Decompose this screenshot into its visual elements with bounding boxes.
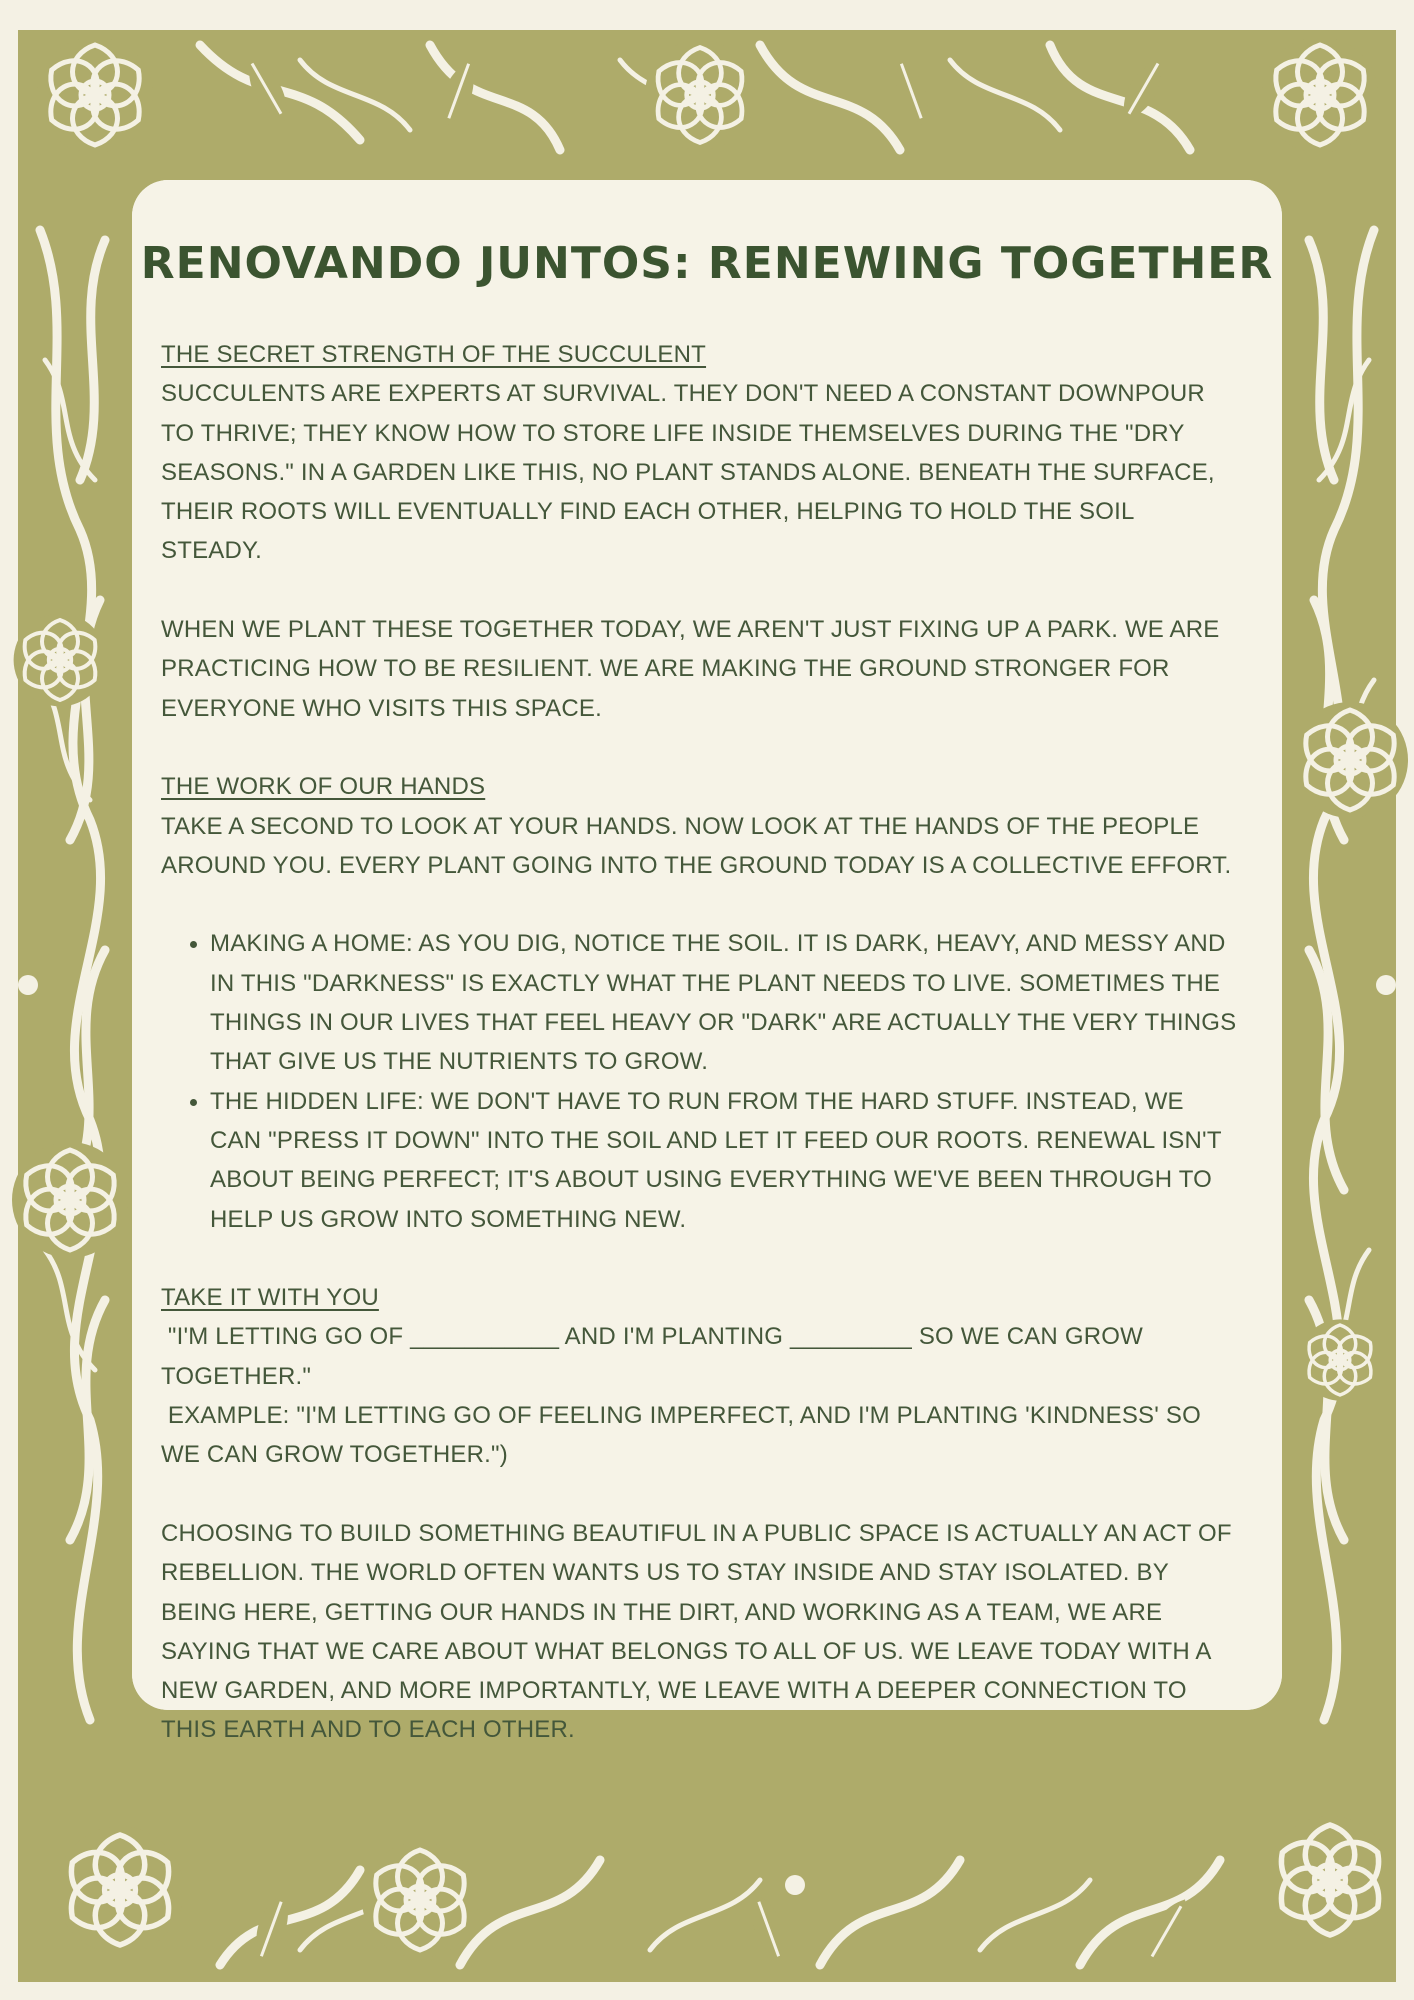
- document-body: [161, 335, 1241, 1750]
- section-heading-hands: THE WORK OF OUR HANDS: [161, 773, 486, 801]
- section-heading-succulent: THE SECRET STRENGTH OF THE SUCCULENT: [161, 341, 707, 368]
- page-title: RENOVANDO JUNTOS: RENEWING TOGETHER: [140, 238, 1274, 289]
- list-item: • MAKING A HOME: AS YOU DIG, NOTICE THE SOIL. IT IS DARK, HEAVY, AND MESSY AND IN THIS "DARKNESS" IS EXACTLY WHAT THE PLANT NEEDS TO LIVE. SOMETIMES THE THINGS IN OUR LIVES THAT FEEL HEAVY OR "DARK" ARE ACTUALLY THE VERY THINGS THAT GIVE US THE NUTRIENTS TO GROW.: [210, 924, 1241, 1081]
- example-text: EXAMPLE: "I'M LETTING GO OF FEELING IMPERFECT, AND I'M PLANTING 'KINDNESS' SO WE CAN GROW TOGETHER."): [161, 1402, 1208, 1469]
- paragraph: SUCCULENTS ARE EXPERTS AT SURVIVAL. THEY DON'T NEED A CONSTANT DOWNPOUR TO THRIVE; THEY KNOW HOW TO STORE LIFE INSIDE THEMSELVES DURING THE "DRY SEASONS." IN A GARDEN LIKE THIS, NO PLANT STANDS ALONE. BENEATH THE SURFACE, THEIR ROOTS WILL EVENTUALLY FIND EACH OTHER, HELPING TO HOLD THE SOIL STEADY.: [161, 380, 1215, 565]
- closing-paragraph: CHOOSING TO BUILD SOMETHING BEAUTIFUL IN A PUBLIC SPACE IS ACTUALLY AN ACT OF REBELLION. THE WORLD OFTEN WANTS US TO STAY INSIDE AND STAY ISOLATED. BY BEING HERE, GETTING OUR HANDS IN THE DIRT, AND WORKING AS A TEAM, WE ARE SAYING THAT WE CARE ABOUT WHAT BELONGS TO ALL OF US. WE LEAVE TODAY WITH A NEW GARDEN, AND MORE IMPORTANTLY, WE LEAVE WITH A DEEPER CONNECTION TO THIS EARTH AND TO EACH OTHER.: [161, 1519, 1232, 1744]
- section-heading-take-it: TAKE IT WITH YOU: [161, 1284, 379, 1312]
- list-item: • THE HIDDEN LIFE: WE DON'T HAVE TO RUN FROM THE HARD STUFF. INSTEAD, WE CAN "PRESS IT DOWN" INTO THE SOIL AND LET IT FEED OUR ROOTS. RENEWAL ISN'T ABOUT BEING PERFECT; IT'S ABOUT USING EVERYTHING WE'VE BEEN THROUGH TO HELP US GROW INTO SOMETHING NEW.: [210, 1082, 1241, 1239]
- paragraph: TAKE A SECOND TO LOOK AT YOUR HANDS. NOW LOOK AT THE HANDS OF THE PEOPLE AROUND YOU. EVERY PLANT GOING INTO THE GROUND TODAY IS A COLLECTIVE EFFORT.: [161, 812, 1232, 879]
- bullet-list: [161, 924, 1241, 1238]
- fill-in-prompt: "I'M LETTING GO OF ___________ AND I'M PLANTING _________ SO WE CAN GROW TOGETHER.": [161, 1323, 1150, 1390]
- paragraph: WHEN WE PLANT THESE TOGETHER TODAY, WE AREN'T JUST FIXING UP A PARK. WE ARE PRACTICING HOW TO BE RESILIENT. WE ARE MAKING THE GROUND STRONGER FOR EVERYONE WHO VISITS THIS SPACE.: [161, 616, 1220, 722]
- content-panel: [132, 180, 1282, 1744]
